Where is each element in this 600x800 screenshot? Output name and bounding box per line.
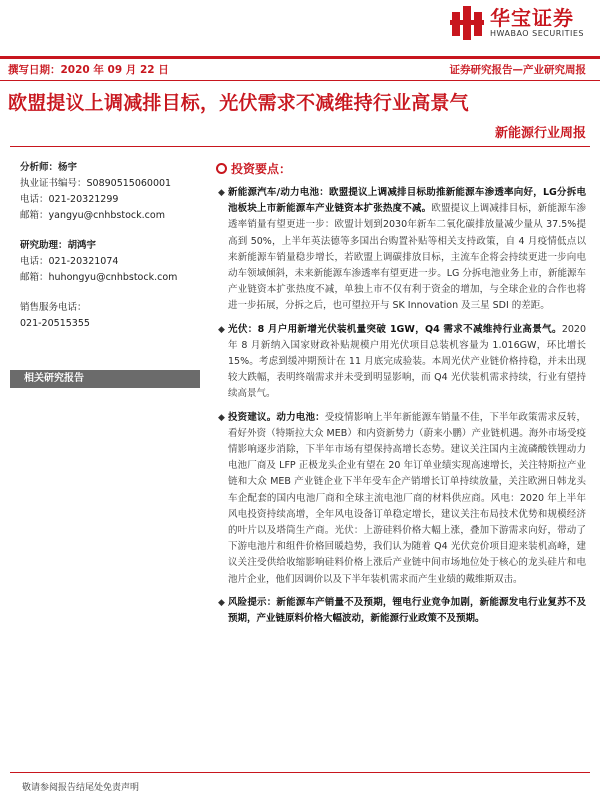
- diamond-bullet-icon: ◆: [218, 597, 225, 608]
- brand-logo: [450, 6, 584, 40]
- title-divider: [10, 146, 590, 147]
- paragraph-lead: 光伏：8 月户用新增光伏装机量突破 1GW，Q4 需求不减维持行业高景气。: [228, 323, 562, 335]
- analyst-phone: 电话：021-20321299: [20, 194, 119, 205]
- assistant-phone: 电话：021-20321074: [20, 256, 119, 267]
- header-divider: [0, 56, 600, 59]
- paragraph-risk: [216, 595, 586, 627]
- disclaimer-note: 敬请参阅报告结尾处免责声明: [22, 783, 140, 793]
- meta-row: [8, 62, 586, 78]
- investment-highlights: [216, 160, 586, 634]
- diamond-bullet-icon: ◆: [218, 188, 225, 198]
- paragraph-lead: 风险提示：新能源车产销量不及预期，锂电行业竞争加剧，新能源发电行业复苏不及预期，产业链原料价格大幅波动，新能源行业政策不及预期。: [228, 596, 586, 625]
- sales-phone: 021-20515355: [20, 318, 90, 329]
- assistant-name: 研究助理：胡鸿宇: [20, 240, 97, 251]
- paragraph-body: 2020 年 8 月新纳入国家财政补贴规模户用光伏项目总装机容量为 1.016GW，环比增长 15%。考虑到缓冲期预计在 11 月底完成验装。本周光伏产业链价格持稳，并未出现较大跌幅，表明终端需求并未受到明显影响，而 Q4 光伏装机需求持续，行业有望持续高景气。: [228, 323, 586, 400]
- paragraph-investment-advice: [216, 410, 586, 588]
- sales-label: 销售服务电话：: [20, 302, 87, 313]
- paragraph-lead: 投资建议。动力电池：: [228, 411, 325, 423]
- analyst-email[interactable]: 邮箱：yangyu@cnhbstock.com: [20, 210, 165, 221]
- report-date: 撰写日期：2020 年 09 月 22 日: [8, 64, 169, 76]
- meta-divider: [0, 80, 600, 81]
- paragraph-body: 欧盟提议上调减排目标，新能源车渗透率销量有望更进一步：欧盟计划到2030年新车二氧化碳排放量减少量从 37.5%提高到 50%，上半年英法德等多国出台购置补贴等相关支持政策，自 4 月疫情低点以来新能源车销量稳步增长，若欧盟上调碳排放目标，主流车企将会持续更进一步向电动车领域倾斜，未来新能源车渗透率有望更进一步。LG 分拆电池业务上市，新能源车产业链资本扩张热度不减，单独上市不仅有利于资金的增加，与全球企业的合作也将进一步拓展，分拆之后，也可望拉开与 SK Innovation 及三星 SDI 的差距。: [228, 203, 586, 312]
- brand-name-cn: 华宝证券: [490, 6, 574, 30]
- circle-bullet-icon: [216, 163, 227, 174]
- section-heading: [216, 160, 586, 177]
- diamond-bullet-icon: ◆: [218, 324, 225, 335]
- analyst-license: 执业证书编号：S0890515060001: [20, 178, 172, 189]
- footer-divider: [10, 772, 590, 773]
- brand-name-en: HWABAO SECURITIES: [490, 29, 584, 38]
- related-reports-header: 相关研究报告: [10, 370, 200, 388]
- author-sidebar: [20, 160, 200, 332]
- report-subtitle: 新能源行业周报: [494, 126, 586, 141]
- paragraph-body: 受疫情影响上半年新能源车销量不佳，下半年政策需求反转，看好外资（特斯拉大众 MEB）和内资新势力（蔚来小鹏）产业链机遇。海外市场受疫情影响逐步消除，下半年市场有望保持高增长态势。建议关注国内主流磷酸铁锂动力电池厂商及 LFP 正极龙头企业有望在 20 年订单业绩实现高速增长，关注特斯拉产业链和大众 MEB 产业链企业下半年受车企产销增长订单持续放量，关注欧洲日韩龙头车企配套的国内电池厂商和全球主流电池厂商的材料供应商。风电：2020 年上半年风电投资持续高增，全年风电设备订单稳定增长，建议关注布局技术优势和规模经济的叶片以及塔筒生产商。光伏：上游硅料价格大幅上涨，叠加下游需求向好，带动了下游电池片和组件价格回暖趋势，我们认为随着 Q4 光伏竞价项目迎来装机高峰，建议关注受供给收缩影响硅料价格上涨后产业链中间市场地位处于核心的龙头硅片和电池片企业，他们因调价以及下半年装机需求而产生业绩的戴维斯双击。: [228, 411, 586, 585]
- report-category: 证券研究报告—产业研究周报: [449, 64, 586, 76]
- paragraph-lead: 新能源汽车/动力电池：欧盟提议上调减排目标助推新能源车渗透率向好，LG分拆电池板块上市新能源车产业链资本扩张热度不减。: [228, 187, 586, 215]
- report-title: 欧盟提议上调减排目标，光伏需求不减维持行业高景气: [8, 92, 469, 114]
- paragraph-pv: [216, 322, 586, 403]
- assistant-email[interactable]: 邮箱：huhongyu@cnhbstock.com: [20, 272, 178, 283]
- analyst-name: 分析师：杨宇: [20, 162, 78, 173]
- section-title: 投资要点：: [231, 162, 292, 176]
- hwabao-logo-icon: [450, 6, 484, 40]
- diamond-bullet-icon: ◆: [218, 412, 225, 423]
- paragraph-ev-battery: [216, 185, 586, 315]
